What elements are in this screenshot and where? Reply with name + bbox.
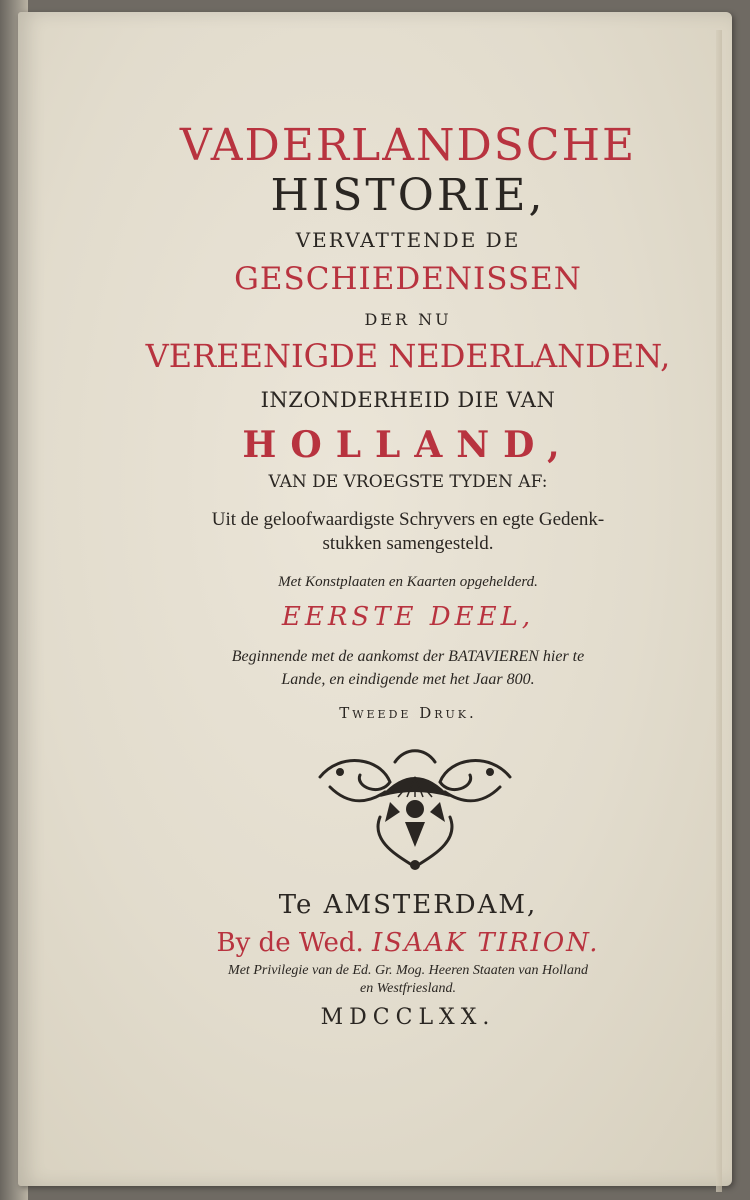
subtitle-line-8: HOLLAND,: [242, 424, 574, 466]
subtitle-line-4: GESCHIEDENISSEN: [234, 261, 582, 297]
imprint-year: MDCCLXX.: [320, 1005, 496, 1030]
title-line-1: VADERLANDSCHE: [179, 120, 637, 171]
privilege-line-2: en Westfriesland.: [360, 981, 456, 996]
title-line-2: HISTORIE,: [270, 170, 546, 221]
subtitle-line-9: VAN DE VROEGSTE TYDEN AF:: [268, 472, 548, 492]
description-line-1: Uit de geloofwaardigste Schryvers en egte Gedenk-: [211, 509, 605, 530]
subtitle-line-6: VEREENIGDE NEDERLANDEN,: [145, 337, 671, 375]
description-line-2: stukken samengesteld.: [322, 533, 494, 554]
scope-line-2: Lande, en eindigende met het Jaar 800.: [281, 671, 535, 688]
volume-label: EERSTE DEEL,: [281, 602, 535, 632]
subtitle-line-3: VERVATTENDE DE: [295, 228, 521, 252]
illustrations-note: Met Konstplaaten en Kaarten opgehelderd.: [278, 574, 538, 590]
edition-label: Tweede Druk.: [339, 704, 477, 722]
scope-line-1: Beginnende met de aankomst der BATAVIEREN hier te: [231, 648, 585, 665]
privilege-line-1: Met Privilegie van de Ed. Gr. Mog. Heeren Staaten van Holland: [228, 963, 588, 978]
printer-vignette-ornament: [310, 747, 520, 877]
imprint-publisher: [78, 930, 738, 956]
imprint-place: Te AMSTERDAM,: [278, 890, 538, 920]
publisher-name: ISAAK TIRION.: [372, 928, 600, 958]
subtitle-line-5: DER NU: [364, 310, 452, 329]
publisher-prefix: By de Wed.: [216, 928, 364, 958]
subtitle-line-7: INZONDERHEID DIE VAN: [260, 388, 556, 412]
title-page: [18, 12, 732, 1186]
